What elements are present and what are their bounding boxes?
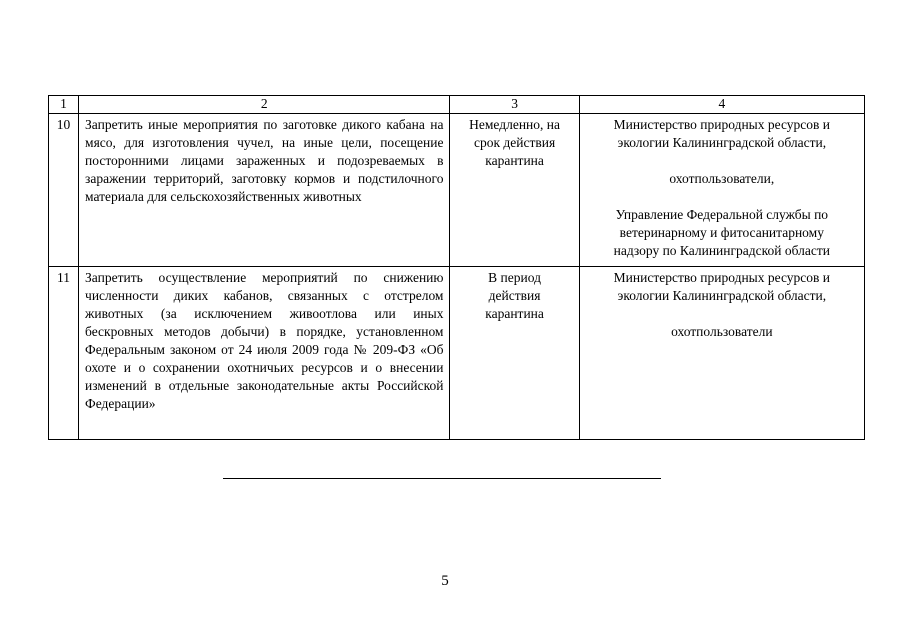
responsible-line: экологии Калининградской области, bbox=[617, 288, 827, 303]
responsible-cell bbox=[579, 114, 864, 267]
term-line: действия bbox=[488, 288, 541, 303]
term-line: карантина bbox=[485, 306, 544, 321]
table-header-row bbox=[49, 96, 865, 114]
responsible-line: Министерство природных ресурсов и bbox=[613, 270, 830, 285]
term-line: срок действия bbox=[473, 135, 556, 150]
measures-table bbox=[48, 95, 865, 440]
header-cell: 4 bbox=[579, 96, 864, 114]
header-cell: 1 bbox=[49, 96, 79, 114]
measure-text: Запретить осуществление мероприятий по снижению численности диких кабанов, связанных с отстрелом животных (за исключением живоотлова или иных бескровных методов добычи) в порядке, установленном Федеральным законом от 24 июля 2009 года № 209-ФЗ «Об охоте и о сохранении охотничьих ресурсов и о внесении изменений в отдельные законодательные акты Российской Федерации» bbox=[85, 270, 444, 411]
term-cell bbox=[450, 114, 579, 267]
responsible-cell bbox=[579, 267, 864, 440]
responsible-line: охотпользователи, bbox=[669, 171, 775, 186]
page-number: 5 bbox=[441, 573, 449, 589]
responsible-line: охотпользователи bbox=[671, 324, 773, 339]
row-number: 11 bbox=[49, 267, 79, 440]
measure-cell bbox=[79, 114, 450, 267]
header-cell: 3 bbox=[450, 96, 579, 114]
responsible-line: надзору по Калининградской области bbox=[613, 243, 830, 258]
header-cell: 2 bbox=[79, 96, 450, 114]
responsible-line: ветеринарному и фитосанитарному bbox=[619, 225, 824, 240]
term-line: В период bbox=[488, 270, 541, 285]
term-line: Немедленно, на bbox=[469, 117, 560, 132]
row-number: 10 bbox=[49, 114, 79, 267]
responsible-line: экологии Калининградской области, bbox=[617, 135, 827, 150]
term-line: карантина bbox=[485, 153, 544, 168]
responsible-line: Министерство природных ресурсов и bbox=[613, 117, 830, 132]
table-row bbox=[49, 267, 865, 440]
separator-line bbox=[223, 478, 661, 479]
term-cell bbox=[450, 267, 579, 440]
measure-text: Запретить иные мероприятия по заготовке дикого кабана на мясо, для изготовления чучел, на иные цели, посещение посторонними лицами зараженных и подозреваемых в заражении территорий, заготовку кормов и подстилочного материала для сельскохозяйственных животных bbox=[85, 117, 444, 204]
measure-cell bbox=[79, 267, 450, 440]
table-row bbox=[49, 114, 865, 267]
responsible-line: Управление Федеральной службы по bbox=[615, 207, 829, 222]
